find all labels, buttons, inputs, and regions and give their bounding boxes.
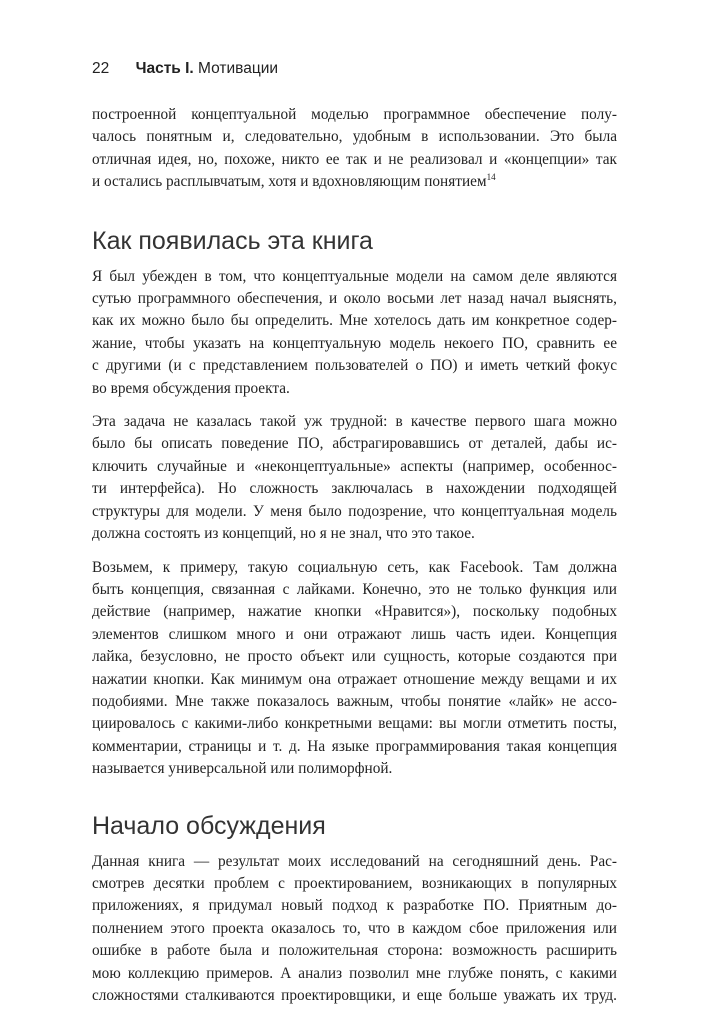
text-line: сложностями сталкиваются проектировщики, и еще больше уважать их труд. bbox=[92, 987, 617, 1004]
text-line: подобиями. Мне также показалось важным, чтобы понятие «лайк» не ассо- bbox=[92, 692, 617, 710]
text-line: структуры для модели. У меня было подозрение, что концептуальная модель bbox=[92, 502, 617, 520]
section-heading: Начало обсуждения bbox=[92, 811, 326, 840]
text-line: мою коллекцию примеров. А анализ позволил мне глубже понять, с какими bbox=[92, 964, 617, 982]
text-line: нажатии кнопки. Как минимум она отражает отношение между вещами и их bbox=[92, 670, 617, 688]
section-label: Мотивации bbox=[198, 60, 279, 77]
text-line: отличная идея, но, похоже, никто ее так и не реализовал и «концепции» так bbox=[92, 150, 617, 168]
text-line: ключить случайные и «неконцептуальные» аспекты (например, особеннос- bbox=[92, 457, 617, 475]
body-paragraph bbox=[92, 557, 617, 781]
text-line: Я был убежден в том, что концептуальные модели на самом деле являются bbox=[92, 267, 617, 285]
text-line: во время обсуждения проекта. bbox=[92, 379, 290, 397]
text-line: действие (например, нажатие кнопки «Нравится»), поскольку подобных bbox=[92, 603, 617, 621]
text-line: сутью программного обеспечения, и около восьми лет назад начал выяснять, bbox=[92, 290, 617, 308]
text-line: было бы описать поведение ПО, абстрагировавшись от деталей, дабы ис- bbox=[92, 435, 617, 453]
text-line: называется универсальной или полиморфной. bbox=[92, 760, 393, 778]
text-line: ошибке в работе была и положительная сторона: возможность расширить bbox=[92, 942, 617, 960]
text-line: должна состоять из концепций, но я не знал, что это такое. bbox=[92, 525, 475, 543]
text-line: приложениях, я придумал новый подход к разработке ПО. Приятным до- bbox=[92, 897, 617, 915]
text-line: как их можно было бы определить. Мне хотелось дать им конкретное содер- bbox=[92, 312, 617, 330]
section-heading: Как появилась эта книга bbox=[92, 226, 373, 255]
part-label: Часть I. bbox=[135, 60, 194, 77]
text-line: построенной концептуальной моделью программное обеспечение полу- bbox=[92, 106, 617, 123]
text-line-with-footnote bbox=[92, 171, 617, 193]
text-line: Эта задача не казалась такой уж трудной: в качестве первого шага можно bbox=[92, 413, 617, 431]
body-paragraph bbox=[92, 266, 617, 400]
text-line: полнением этого проекта оказалось то, что в каждом сбое приложения или bbox=[92, 919, 617, 937]
intro-paragraph bbox=[92, 104, 617, 194]
text-line: комментарии, страницы и т. д. На языке программирования такая концепция bbox=[92, 737, 617, 755]
body-paragraph bbox=[92, 411, 617, 545]
page-body bbox=[92, 104, 617, 1018]
text-line: жание, чтобы указать на концептуальную модель некоего ПО, сравнить ее bbox=[92, 334, 617, 352]
text-line: ти интерфейса). Но сложность заключалась в нахождении подходящей bbox=[92, 480, 617, 498]
text-line: с другими (и с представлением пользователей о ПО) и иметь четкий фокус bbox=[92, 357, 617, 375]
text-line: Возьмем, к примеру, такую социальную сеть, как Facebook. Там должна bbox=[92, 558, 617, 576]
running-header bbox=[92, 60, 278, 78]
text-line: чалось понятным и, следовательно, удобным в использовании. Это была bbox=[92, 128, 617, 146]
text-line: быть концепция, связанная с лайками. Конечно, это не только функция или bbox=[92, 580, 617, 598]
text-line: Данная книга — результат моих исследований на сегодняшний день. Рас- bbox=[92, 852, 617, 870]
text-line: смотрев десятки проблем с проектированием, возникающих в популярных bbox=[92, 874, 617, 892]
page-number: 22 bbox=[92, 60, 110, 77]
body-paragraph bbox=[92, 851, 617, 1008]
text-fragment: и остались расплывчатым, хотя и вдохновляющим понятием bbox=[92, 173, 487, 191]
text-line: элементов слишком много и они отражают лишь часть идеи. Концепция bbox=[92, 625, 617, 643]
footnote-ref: 14 bbox=[486, 172, 496, 183]
text-line: циировалось с какими-либо конкретными вещами: вы могли отметить посты, bbox=[92, 715, 617, 733]
text-line: лайка, безусловно, не просто объект или сущность, которые создаются при bbox=[92, 648, 617, 666]
